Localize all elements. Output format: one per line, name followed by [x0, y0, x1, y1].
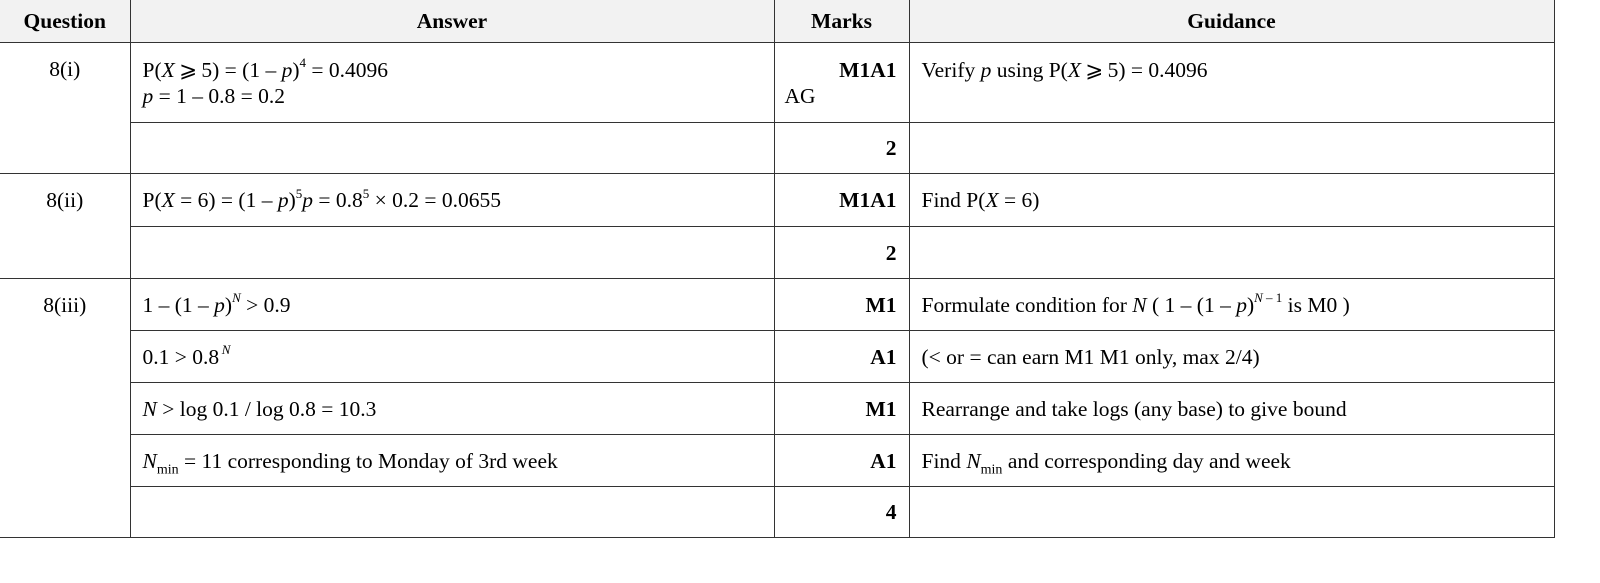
guidance-cell: [909, 227, 1554, 279]
table-row: [0, 383, 1554, 435]
guidance-header: Guidance: [909, 0, 1554, 43]
marks-cell: M1A1: [774, 43, 909, 123]
table-row: [0, 487, 1554, 538]
guidance-cell: Formulate condition for N ( 1 – (1 – p)$^{N - 1}$ is M0 ): [909, 279, 1554, 331]
marks-cell: M1: [774, 383, 909, 435]
marks-header: Marks: [774, 0, 909, 43]
guidance-cell: Find P(X = 6): [909, 174, 1554, 227]
question-header: Question: [0, 0, 130, 43]
marks-cell: A1: [774, 435, 909, 487]
table-row: [0, 43, 1554, 123]
question-label: 8(ii): [0, 174, 130, 279]
table-row: [0, 174, 1554, 227]
guidance-cell: Rearrange and take logs (any base) to give bound: [909, 383, 1554, 435]
answer-line: p = 1 – 0.8 = 0.2 AG: [142, 83, 816, 108]
answer-cell: [130, 487, 774, 538]
table-row: [0, 227, 1554, 279]
answer-cell: N > log 0.1 / log 0.8 = 10.3: [130, 383, 774, 435]
header-row: [0, 0, 1554, 43]
marks-cell: M1A1: [774, 174, 909, 227]
question-label: 8(iii): [0, 279, 130, 538]
table-row: [0, 123, 1554, 174]
answer-cell: [130, 227, 774, 279]
guidance-cell: [909, 123, 1554, 174]
answer-cell: $N_{min} = 11$ corresponding to Monday of 3rd week: [130, 435, 774, 487]
guidance-cell: Verify p using P(X ⩾ 5) = 0.4096: [909, 43, 1554, 123]
answer-cell: [130, 43, 816, 123]
answer-given-label: AG: [784, 83, 816, 108]
table-row: [0, 435, 1554, 487]
answer-line: P(X ⩾ 5) = (1 – p)$^4$ = 0.4096: [142, 55, 389, 82]
table-row: [0, 331, 1554, 383]
answer-cell: 0.1 > 0.8 $^N$: [130, 331, 774, 383]
answer-cell: $P(X = 6) = (1 - p)^5p = 0.8^5 \times 0.2 = 0.0655$: [130, 174, 774, 227]
guidance-cell: (< or = can earn M1 M1 only, max 2/4): [909, 331, 1554, 383]
answer-cell: 1 – (1 – p)$^N$ > 0.9: [130, 279, 774, 331]
marks-total: 4: [774, 487, 909, 538]
question-label: 8(i): [0, 43, 130, 174]
marks-cell: M1: [774, 279, 909, 331]
marks-total: 2: [774, 227, 909, 279]
marks-total: 2: [774, 123, 909, 174]
guidance-cell: Find $N_{min}$ and corresponding day and week: [909, 435, 1554, 487]
answer-cell: [130, 123, 774, 174]
table-row: [0, 279, 1554, 331]
marks-cell: A1: [774, 331, 909, 383]
guidance-cell: [909, 487, 1554, 538]
answer-header: Answer: [130, 0, 774, 43]
